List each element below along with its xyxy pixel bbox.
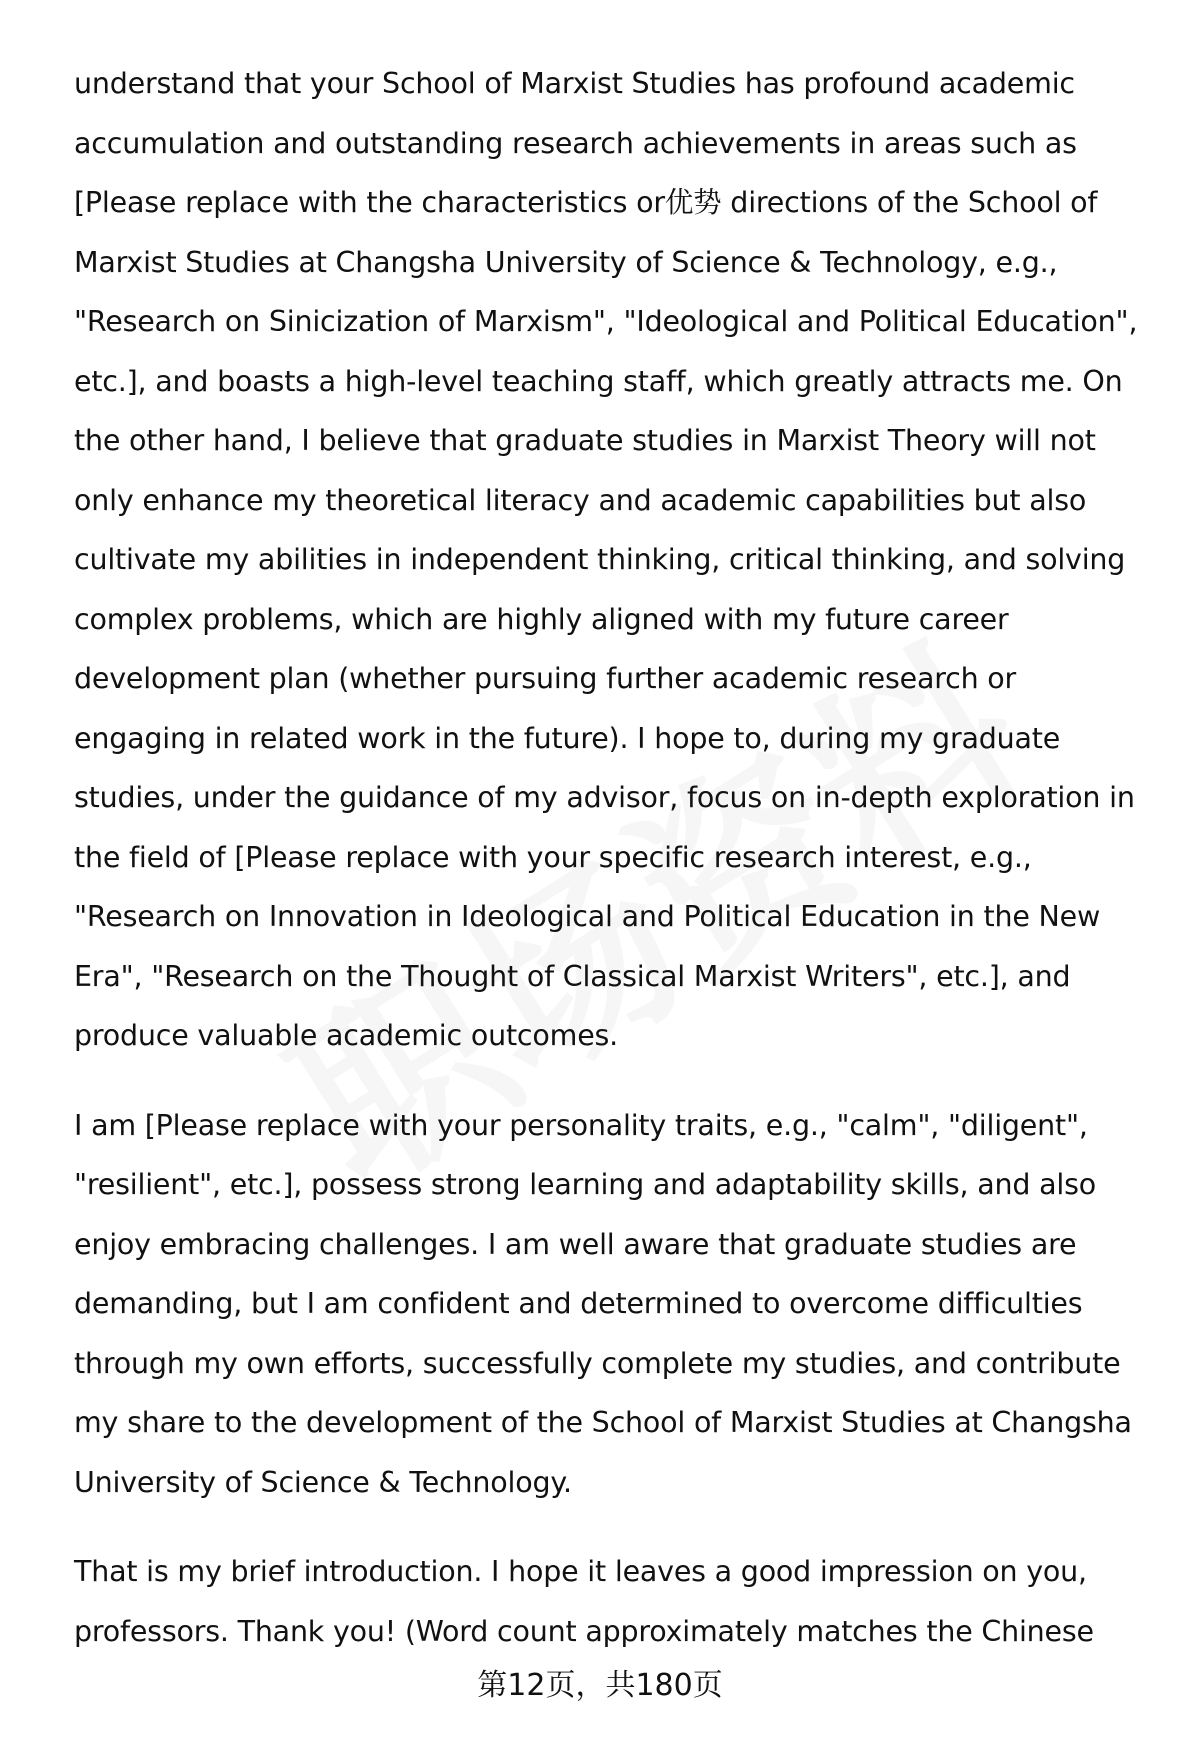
paragraph-1: understand that your School of Marxist Studies has profound academic accumulation and outstanding research achievements in areas such as [Please replace with the characteristics or优势 directions of the School of Marxist Studies at Changsha University of Science & Technology, e.g., "Research on Sinicization of Marxism", "Ideological and Political Education", etc.], and boasts a high-level teaching staff, which greatly attracts me. On the other hand, I believe that graduate studies in Marxist Theory will not only enhance my theoretical literacy and academic capabilities but also cultivate my abilities in independent thinking, critical thinking, and solving complex problems, which are highly aligned with my future career development plan (whether pursuing further academic research or engaging in related work in the future). I hope to, during my graduate studies, under the guidance of my advisor, focus on in-depth exploration in the field of [Please replace with your specific research interest, e.g., "Research on Innovation in Ideological and Political Education in the New Era", "Research on the Thought of Classical Marxist Writers", etc.], and produce valuable academic outcomes.	[74, 67, 1138, 1052]
paragraph-3: That is my brief introduction. I hope it leaves a good impression on you, professors. Thank you! (Word count approximately matches the Chinese	[74, 1555, 1094, 1648]
document-body	[74, 54, 1154, 1691]
paragraph-2: I am [Please replace with your personality traits, e.g., "calm", "diligent", "resilient", etc.], possess strong learning and adaptability skills, and also enjoy embracing challenges. I am well aware that graduate studies are demanding, but I am confident and determined to overcome difficulties through my own efforts, successfully complete my studies, and contribute my share to the development of the School of Marxist Studies at Changsha University of Science & Technology.	[74, 1108, 1132, 1499]
page-number-footer: 第12页，共180页	[477, 1668, 723, 1703]
